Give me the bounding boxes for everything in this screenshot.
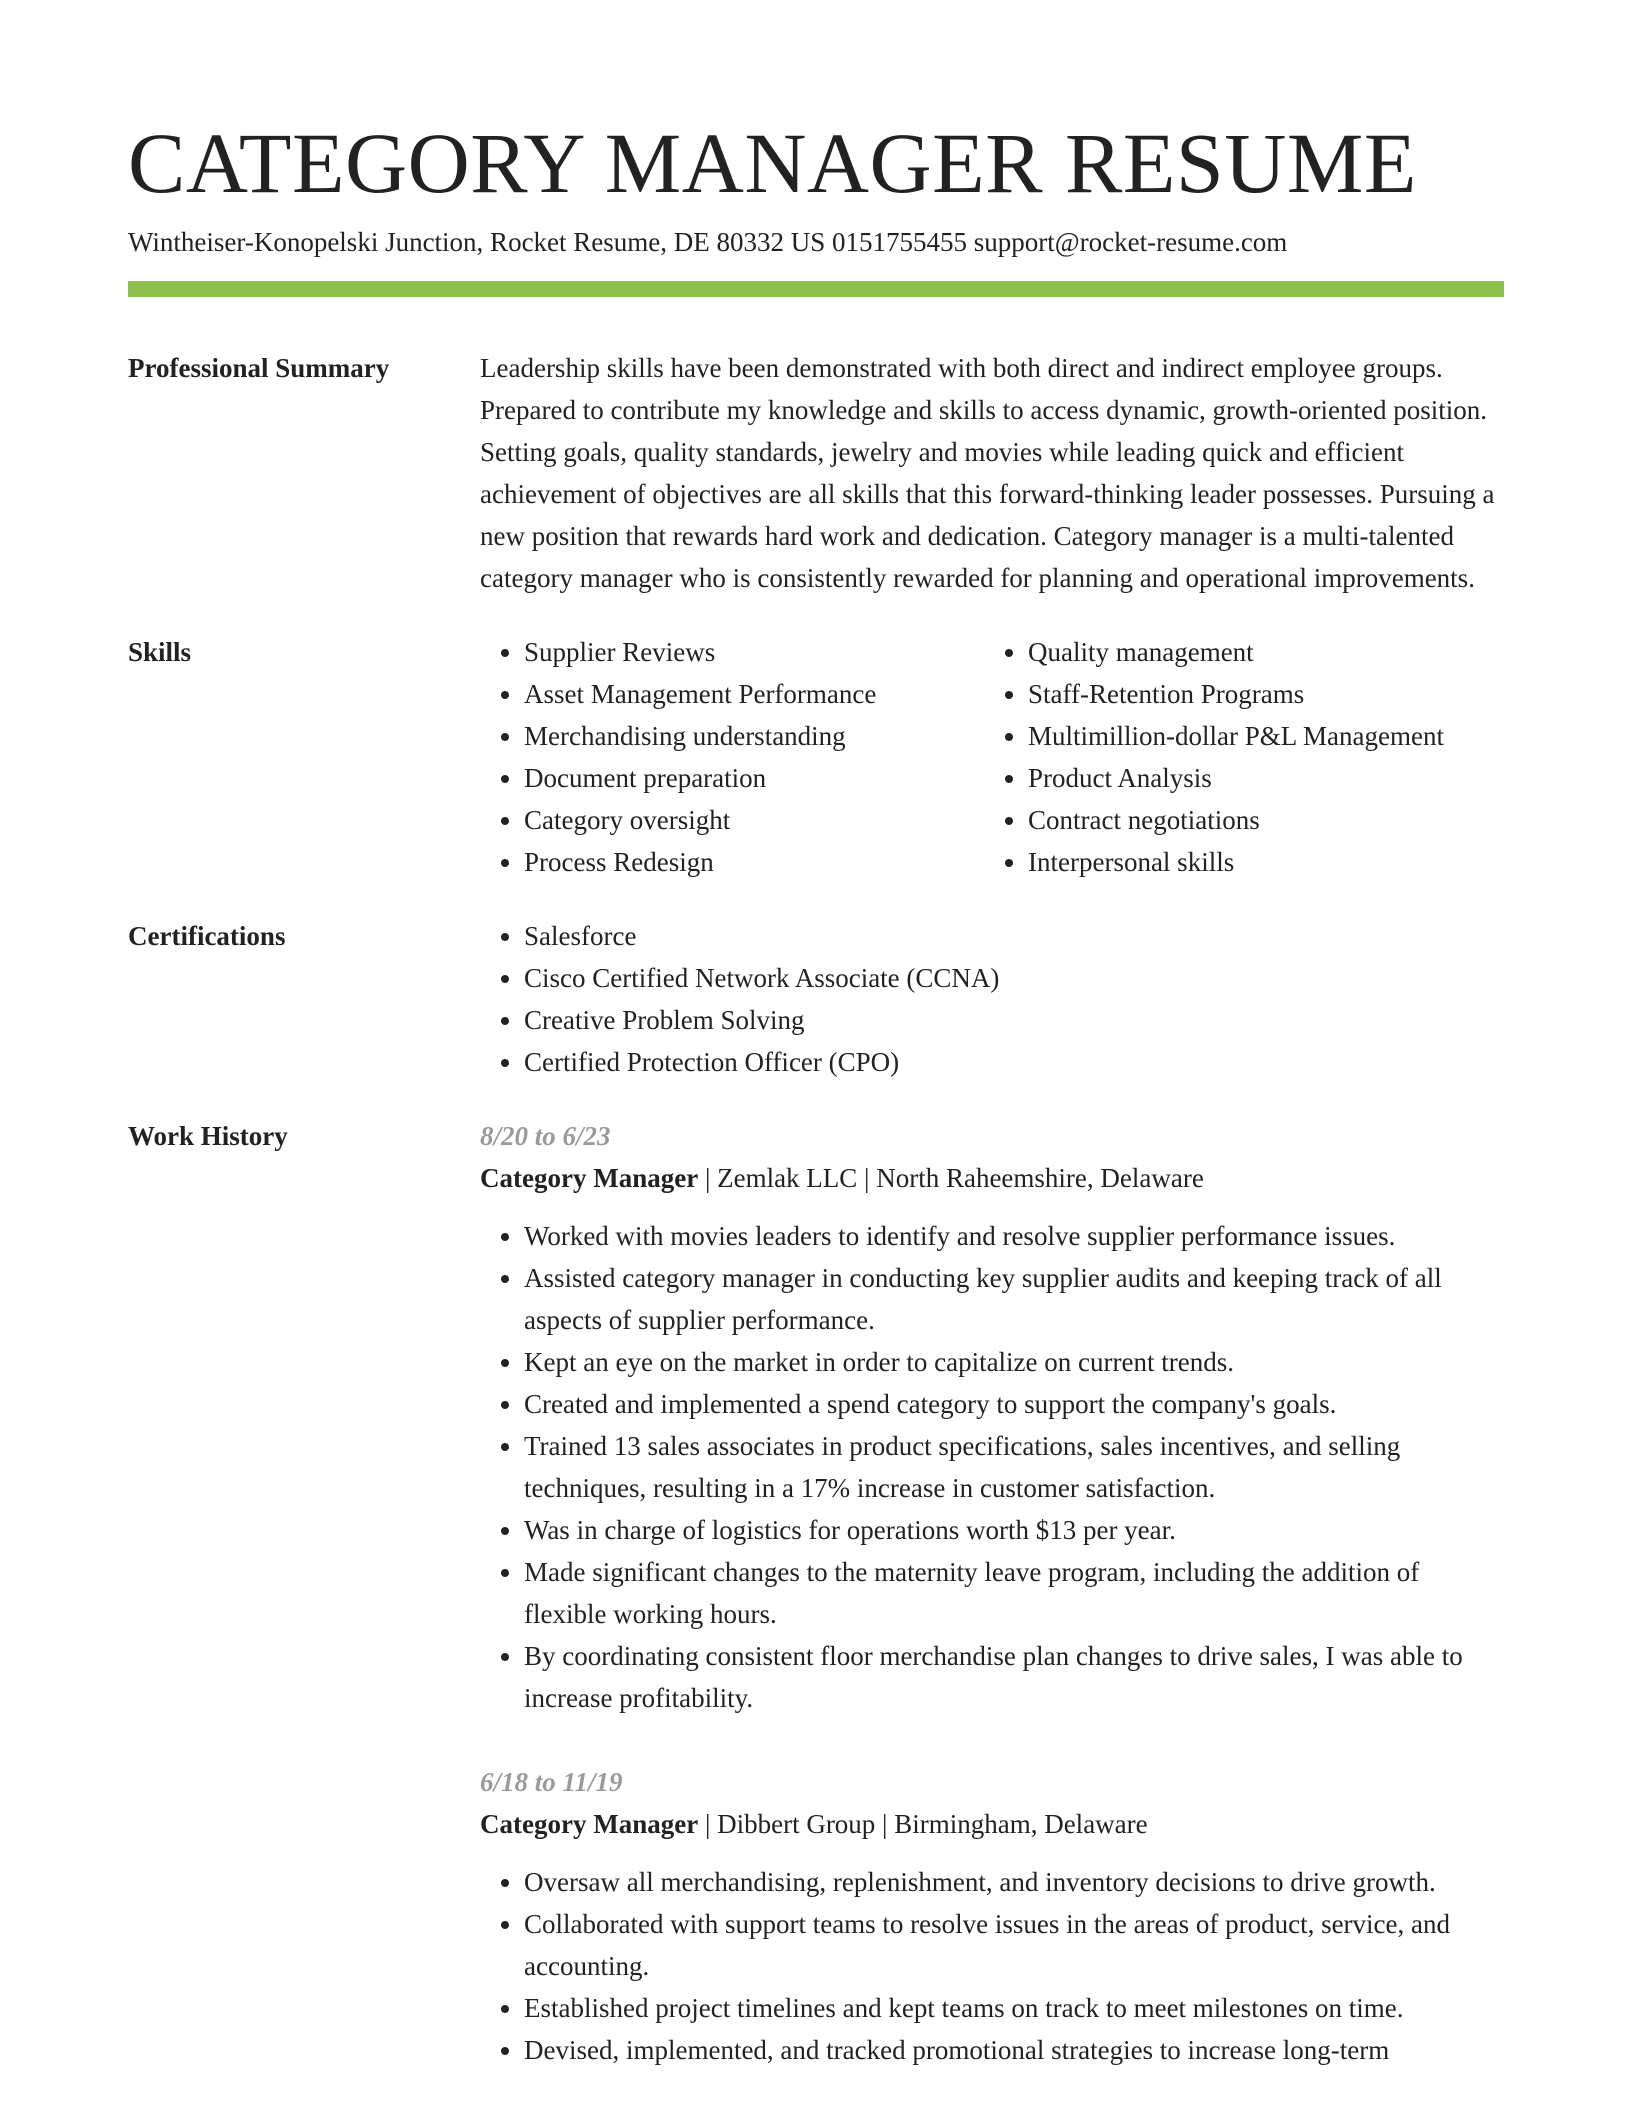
skills-columns	[480, 631, 1504, 883]
certification-item: • Creative Problem Solving	[524, 999, 1504, 1041]
job-details: | Dibbert Group | Birmingham, Delaware	[698, 1808, 1148, 1839]
certifications-section	[128, 915, 1504, 1083]
certifications-label: Certifications	[128, 920, 286, 951]
job-entry	[480, 1761, 1504, 2071]
skills-section	[128, 631, 1504, 883]
skill-item: • Document preparation	[524, 757, 940, 799]
summary-text: Leadership skills have been demonstrated with both direct and indirect employee groups. Prepared to contribute my knowledge and skills to access dynamic, growth-oriented position. Setting goals, quality standards, jewelry and movies while leading quick and efficient achievement of objectives are all skills that this forward-thinking leader possesses. Pursuing a new position that rewards hard work and dedication. Category manager is a multi-talented category manager who is consistently rewarded for planning and operational improvements.	[480, 352, 1495, 593]
job-entry	[480, 1115, 1504, 1719]
job-heading	[480, 1803, 1504, 1845]
job-dates: 8/20 to 6/23	[480, 1120, 611, 1151]
header-divider	[128, 281, 1504, 297]
skill-item: • Multimillion-dollar P&L Management	[1028, 715, 1504, 757]
skill-item: • Asset Management Performance	[524, 673, 940, 715]
job-bullet: • Collaborated with support teams to resolve issues in the areas of product, service, and accounting.	[524, 1903, 1504, 1987]
skill-item: • Staff-Retention Programs	[1028, 673, 1504, 715]
job-bullet: • Devised, implemented, and tracked promotional strategies to increase long-term	[524, 2029, 1504, 2071]
job-bullet: • Trained 13 sales associates in product specifications, sales incentives, and selling techniques, resulting in a 17% increase in customer satisfaction.	[524, 1425, 1504, 1509]
skill-item: • Contract negotiations	[1028, 799, 1504, 841]
work-history-section	[128, 1115, 1504, 2071]
job-bullet: • Oversaw all merchandising, replenishment, and inventory decisions to drive growth.	[524, 1861, 1504, 1903]
certification-item: • Certified Protection Officer (CPO)	[524, 1041, 1504, 1083]
skill-item: • Product Analysis	[1028, 757, 1504, 799]
job-bullet: • Established project timelines and kept teams on track to meet milestones on time.	[524, 1987, 1504, 2029]
job-bullets	[480, 1215, 1504, 1719]
job-bullet: • Kept an eye on the market in order to capitalize on current trends.	[524, 1341, 1504, 1383]
skills-list-left	[480, 631, 940, 883]
job-title: Category Manager	[480, 1808, 699, 1839]
skill-item: • Interpersonal skills	[1028, 841, 1504, 883]
job-bullet: • Created and implemented a spend category to support the company's goals.	[524, 1383, 1504, 1425]
certification-item: • Salesforce	[524, 915, 1504, 957]
work-history-body	[480, 1115, 1504, 2071]
certification-item: • Cisco Certified Network Associate (CCNA)	[524, 957, 1504, 999]
skills-label: Skills	[128, 636, 192, 667]
job-heading	[480, 1157, 1504, 1199]
job-bullet: • Assisted category manager in conducting key supplier audits and keeping track of all aspects of supplier performance.	[524, 1257, 1504, 1341]
summary-section	[128, 347, 1504, 599]
skill-item: • Merchandising understanding	[524, 715, 940, 757]
work-history-label: Work History	[128, 1120, 288, 1151]
job-dates: 6/18 to 11/19	[480, 1766, 623, 1797]
job-bullet: • Made significant changes to the maternity leave program, including the addition of flexible working hours.	[524, 1551, 1504, 1635]
job-title: Category Manager	[480, 1162, 699, 1193]
skill-item: • Process Redesign	[524, 841, 940, 883]
job-bullet: • By coordinating consistent floor merchandise plan changes to drive sales, I was able to increase profitability.	[524, 1635, 1504, 1719]
job-bullet: • Worked with movies leaders to identify and resolve supplier performance issues.	[524, 1215, 1504, 1257]
summary-label: Professional Summary	[128, 352, 390, 383]
job-details: | Zemlak LLC | North Raheemshire, Delaware	[698, 1162, 1204, 1193]
skill-item: • Supplier Reviews	[524, 631, 940, 673]
contact-line: Wintheiser-Konopelski Junction, Rocket Resume, DE 80332 US 0151755455 support@rocket-resume.com	[128, 227, 1288, 258]
page-title: CATEGORY MANAGER RESUME	[128, 115, 1417, 211]
job-bullets	[480, 1861, 1504, 2071]
skills-list-right	[984, 631, 1504, 883]
certifications-list	[480, 915, 1504, 1083]
skill-item: • Quality management	[1028, 631, 1504, 673]
job-bullet: • Was in charge of logistics for operations worth $13 per year.	[524, 1509, 1504, 1551]
certifications-body	[480, 915, 1504, 1083]
skill-item: • Category oversight	[524, 799, 940, 841]
